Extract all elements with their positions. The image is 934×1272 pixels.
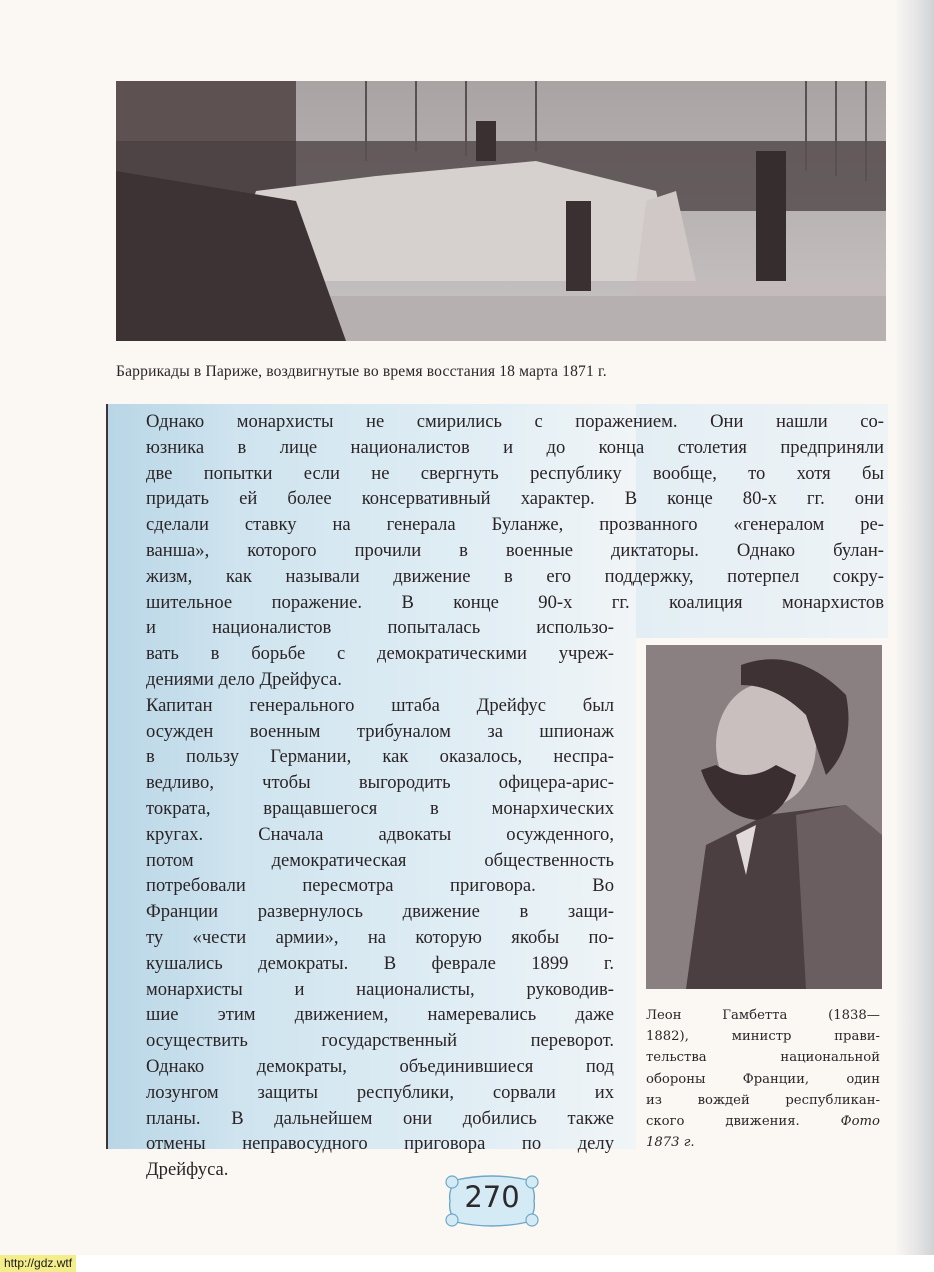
caption-line: из вождей республикан- — [646, 1092, 880, 1108]
text-line: и националистов попыталась использо- — [146, 617, 614, 639]
portrait-caption — [646, 1005, 880, 1153]
text-line: осужден военным трибуналом за шпионаж — [146, 720, 614, 742]
barricade-photo — [116, 81, 886, 341]
text-line: юзника в лице националистов и до конца столетия предприняли — [146, 436, 884, 458]
text-line: сделали ставку на генерала Буланже, прозванного «генералом ре- — [146, 514, 884, 536]
text-line: лозунгом защиты республики, сорвали их — [146, 1081, 614, 1103]
text-line: отмены неправосудного приговора по делу — [146, 1133, 614, 1155]
text-line: шие этим движением, намеревались даже — [146, 1004, 614, 1026]
caption-line: 1882), министр прави- — [646, 1029, 880, 1045]
caption-line: Леон Гамбетта (1838— — [646, 1008, 880, 1023]
text-line: Франции развернулось движение в защи- — [146, 901, 614, 923]
page-number: 270 — [464, 1180, 520, 1214]
bottom-strip — [0, 1255, 934, 1272]
caption-line: тельства национальной — [646, 1050, 880, 1066]
text-line: потом демократическая общественность — [146, 849, 614, 871]
gambetta-portrait-photo — [646, 645, 882, 989]
text-line: кушались демократы. В феврале 1899 г. — [146, 952, 614, 974]
text-line: Однако демократы, объединившиеся под — [146, 1055, 614, 1077]
caption-line — [646, 1111, 880, 1132]
text-line: потребовали пересмотра приговора. Во — [146, 875, 614, 897]
text-line: планы. В дальнейшем они добились также — [146, 1107, 614, 1129]
text-line: ванша», которого прочили в военные диктаторы. Однако булан- — [146, 539, 884, 561]
caption-line: обороны Франции, один — [646, 1071, 880, 1087]
text-line: монархисты и националисты, руководив- — [146, 978, 614, 1000]
caption-photo-label: Фото — [840, 1114, 880, 1130]
watermark-link[interactable]: http://gdz.wtf — [0, 1255, 76, 1272]
caption-text: ского движения. — [646, 1114, 800, 1130]
text-line: две попытки если не свергнуть республику вообще, то хотя бы — [146, 462, 884, 484]
text-line: тократа, вращавшегося в монархических — [146, 797, 614, 819]
text-line: в пользу Германии, как оказалось, неспра- — [146, 746, 614, 768]
text-line: ведливо, чтобы выгородить офицера-арис- — [146, 772, 614, 794]
text-line: ту «чести армии», на которую якобы по- — [146, 926, 614, 948]
text-line: придать ей более консервативный характер. В конце 80-х гг. они — [146, 488, 884, 510]
text-line: осуществить государственный переворот. — [146, 1030, 614, 1052]
page-edge-shadow — [894, 0, 934, 1255]
barricade-photo-caption: Баррикады в Париже, воздвигнутые во время восстания 18 марта 1871 г. — [116, 363, 607, 380]
caption-photo-year: 1873 г. — [646, 1135, 695, 1151]
text-line: жизм, как называли движение в его поддержку, потерпел сокру- — [146, 565, 884, 587]
text-line: Дрейфуса. — [146, 1159, 229, 1181]
text-line: дениями дело Дрейфуса. — [146, 668, 342, 690]
page-number-badge — [442, 1170, 542, 1232]
text-line: шительное поражение. В конце 90-х гг. коалиция монархистов — [146, 591, 884, 613]
left-margin-rule — [106, 404, 108, 1149]
text-line: вать в борьбе с демократическими учреж- — [146, 643, 614, 665]
text-line: кругах. Сначала адвокаты осужденного, — [146, 823, 614, 845]
text-line: Капитан генерального штаба Дрейфус был — [146, 694, 614, 716]
text-line: Однако монархисты не смирились с поражением. Они нашли со- — [146, 411, 884, 432]
